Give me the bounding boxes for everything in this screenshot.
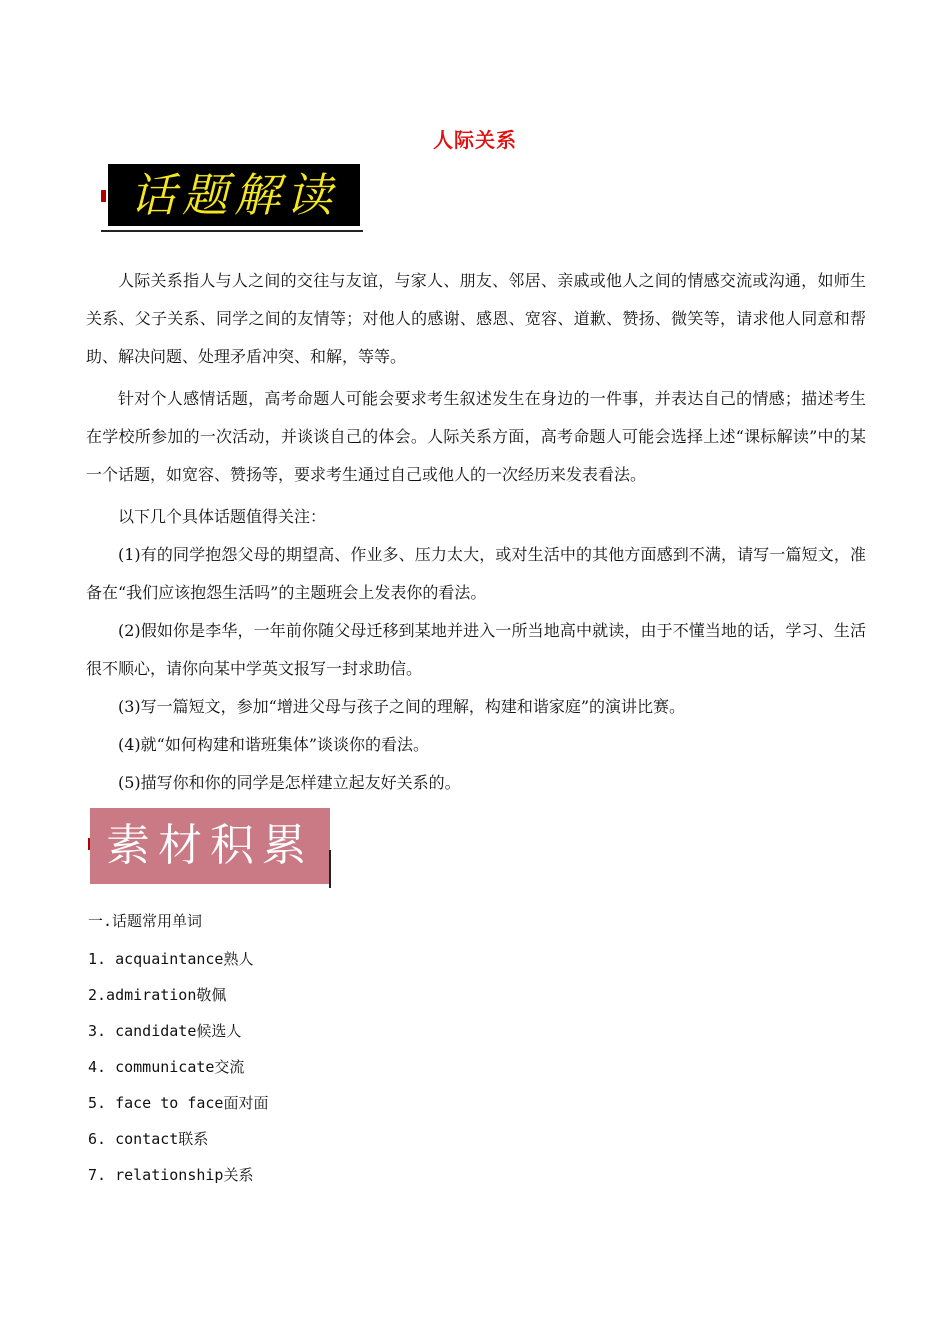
vocab-item: 7. relationship关系 — [88, 1166, 254, 1184]
vocab-item: 3. candidate候选人 — [88, 1022, 242, 1040]
banner-edge-line — [329, 850, 331, 888]
topic-item-2: (2)假如你是李华，一年前你随父母迁移到某地并进入一所当地高中就读，由于不懂当地的话，学习、生活很不顺心，请你向某中学英文报写一封求助信。 — [86, 621, 866, 678]
paragraph-exam: 针对个人感情话题，高考命题人可能会要求考生叙述发生在身边的一件事，并表达自己的情感；描述考生在学校所参加的一次活动，并谈谈自己的体会。人际关系方面，高考命题人可能会选择上述“课标解读”中的某一个话题，如宽容、赞扬等，要求考生通过自己或他人的一次经历来发表看法。 — [86, 389, 866, 484]
vocab-item: 5. face to face面对面 — [88, 1094, 269, 1112]
vocab-heading: 一.话题常用单词 — [88, 912, 203, 930]
vocab-item: 6. contact联系 — [88, 1130, 209, 1148]
paragraph-intro: 人际关系指人与人之间的交往与友谊，与家人、朋友、邻居、亲戚或他人之间的情感交流或沟通，如师生关系、父子关系、同学之间的友情等；对他人的感谢、感恩、宽容、道歉、赞扬、微笑等，请求他人同意和帮助、解决问题、处理矛盾冲突、和解，等等。 — [86, 271, 866, 366]
paragraph-topics-lead: 以下几个具体话题值得关注： — [118, 507, 327, 526]
topic-banner-text: 话题解读 — [130, 168, 338, 222]
vocab-item: 1. acquaintance熟人 — [88, 950, 254, 968]
topic-item-4: (4)就“如何构建和谐班集体”谈谈你的看法。 — [118, 735, 430, 754]
page-title: 人际关系 — [433, 128, 517, 152]
topic-item-1: (1)有的同学抱怨父母的期望高、作业多、压力太大，或对生活中的其他方面感到不满，请写一篇短文，准备在“我们应该抱怨生活吗”的主题班会上发表你的看法。 — [86, 545, 866, 602]
banner-underline — [101, 230, 363, 232]
material-banner — [88, 808, 334, 888]
vocab-item: 2.admiration敬佩 — [88, 986, 227, 1004]
vocab-list — [88, 946, 268, 1198]
material-banner-text: 素材积累 — [106, 820, 314, 871]
topic-banner — [101, 160, 363, 234]
banner-marker — [101, 190, 106, 202]
vocab-item: 4. communicate交流 — [88, 1058, 245, 1076]
topic-item-5: (5)描写你和你的同学是怎样建立起友好关系的。 — [118, 773, 461, 792]
topic-item-3: (3)写一篇短文，参加“增进父母与孩子之间的理解，构建和谐家庭”的演讲比赛。 — [118, 697, 686, 716]
